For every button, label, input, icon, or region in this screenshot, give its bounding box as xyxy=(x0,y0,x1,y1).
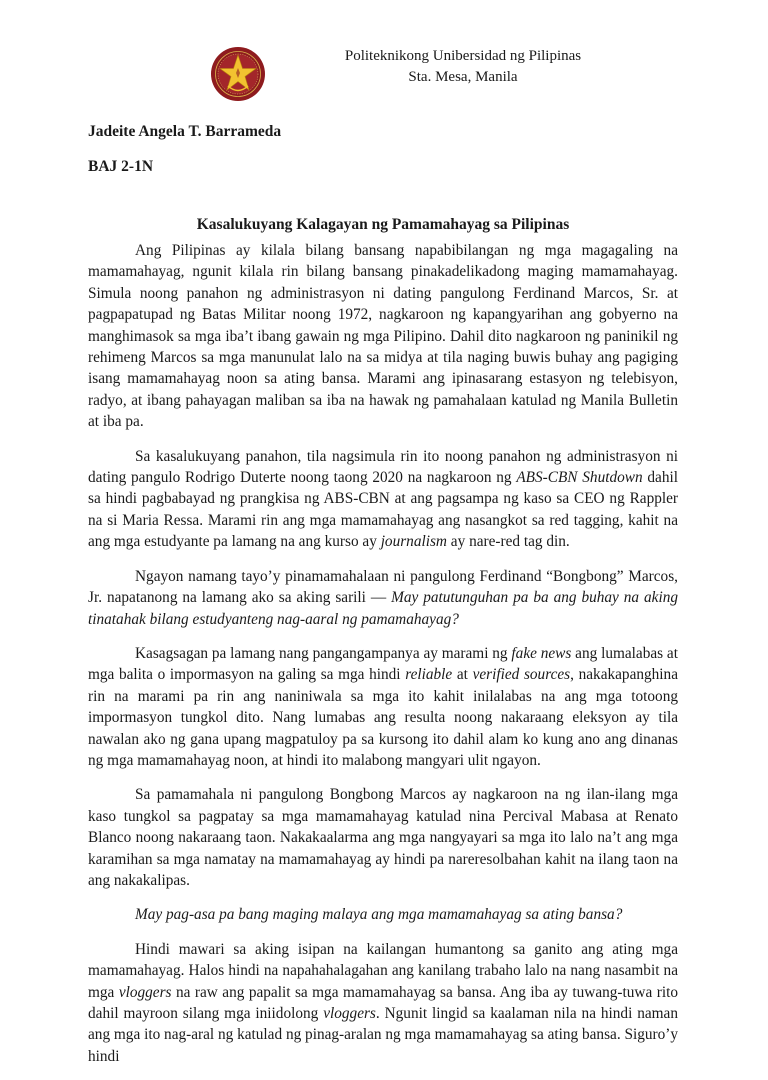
emphasis-verified-sources: verified sources xyxy=(472,666,571,684)
emphasis-fake-news: fake news xyxy=(511,644,572,662)
paragraph-3: Ngayon namang tayo’y pinamamahalaan ni pangulong Ferdinand “Bongbong” Marcos, Jr. napatanong na lamang ako sa aking sarili — May patutunguhan pa ba ang buhay na aking tinatahak bilang estudyanteng nag-aaral ng pamamahayag? xyxy=(88,567,678,628)
university-location: Sta. Mesa, Manila xyxy=(408,69,518,85)
letterhead xyxy=(210,44,710,124)
university-name: Politeknikong Unibersidad ng Pilipinas xyxy=(344,48,582,64)
emphasis-vloggers: vloggers xyxy=(118,983,172,1001)
emphasis-question: May patutunguhan pa ba ang buhay na aking tinatahak bilang estudyanteng nag-aaral ng pamamahayag? xyxy=(88,589,678,628)
author-name: Jadeite Angela T. Barrameda xyxy=(88,123,282,140)
university-name-block xyxy=(210,46,716,88)
class-section: BAJ 2-1N xyxy=(88,158,154,175)
emphasis-journalism: journalism xyxy=(380,533,447,551)
paragraph-1: Ang Pilipinas ay kilala bilang bansang napabibilangan ng mga magagaling na mamamahayag, ngunit kilala rin bilang bansang pinakadelikadong maging mamamahayag. Simula noong panahon ng administrasyon ni dating pangulong Ferdinand Marcos, Sr. at pagpapatupad ng Batas Militar noong 1972, nagkaroon ng kapangyarihan ang gobyerno na manghimasok sa mga iba’t ibang gawain ng mga Pilipino. Dahil dito nagkaroon ng paninikil ng rehimeng Marcos sa mga manunulat lalo na sa midya at tila naging buwis buhay ang pagiging isang mamamahayag noon sa ating bansa. Marami ang ipinasarang estasyon ng telebisyon, radyo, at ibang pahayagan maliban sa iba na hawak ng pamahalaan katulad ng Manila Bulletin at iba pa. xyxy=(88,242,678,431)
paragraph-6-question: May pag-asa pa bang maging malaya ang mga mamamahayag sa ating bansa? xyxy=(135,906,623,924)
paragraph-4: Kasagsagan pa lamang nang pangangampanya ay marami ng fake news ang lumalabas at mga balita o impormasyon na galing sa mga hindi reliable at verified sources, nakakapanghina rin na marami pa rin ang naniniwala sa mga ito kahit inilalabas na ang mga totoong impormasyon tungkol dito. Nang lumabas ang resulta noong nakaraang eleksyon ay tila nawalan ako ng gana upang magpatuloy pa sa kursong ito dahil alam ko kung ano ang dinanas ng mga mamamahayag noon, at hindi ito malabong mangyari ulit ngayon. xyxy=(88,644,678,769)
paragraph-5: Sa pamamahala ni pangulong Bongbong Marcos ay nagkaroon na ng ilan-ilang mga kaso tungkol sa pagpatay sa mga mamamahayag katulad nina Percival Mabasa at Renato Blanco noong nakaraang taon. Nakakaalarma ang mga nangyayari sa mga ito lalo na’t ang mga karamihan sa mga namatay na mamamahayag ay hindi pa nareresolbahan kahit na ilang taon na ang nakakalipas. xyxy=(88,786,678,889)
emphasis-vloggers-2: vloggers xyxy=(323,1005,376,1022)
emphasis-reliable: reliable xyxy=(405,666,453,684)
essay-body xyxy=(88,240,678,1080)
emphasis-abs-cbn-shutdown: ABS-CBN Shutdown xyxy=(516,469,643,487)
essay-title: Kasalukuyang Kalagayan ng Pamamahayag sa Pilipinas xyxy=(196,216,570,233)
paragraph-7: Hindi mawari sa aking isipan na kailangan humantong sa ganito ang ating mga mamamahayag. Halos hindi na napahahalagahan ang kanilang trabaho lalo na nang nasambit na mga vloggers na raw ang papalit sa mga mamamahayag sa bansa. Ang iba ay tuwang-tuwa rito dahil mayroon silang mga iniidolong vloggers. Ngunit lingid sa kaalaman nila na hindi naman ang mga ito nag-aral ng katulad ng pinag-aralan ng mga mamamahayag sa ating bansa. Siguro’y hindi xyxy=(88,940,679,1065)
paragraph-2: Sa kasalukuyang panahon, tila nagsimula rin ito noong panahon ng administrasyon ni dating pangulo Rodrigo Duterte noong taong 2020 na nagkaroon ng ABS-CBN Shutdown dahil sa hindi pagbabayad ng prangkisa ng ABS-CBN at ang pagsampa ng kaso sa CEO ng Rappler na si Maria Ressa. Marami rin ang mga mamamahayag ang nasangkot sa red tagging, kahit na ang mga estudyante pa lamang na ang kurso ay journalism ay nare-red tag din. xyxy=(88,447,678,551)
